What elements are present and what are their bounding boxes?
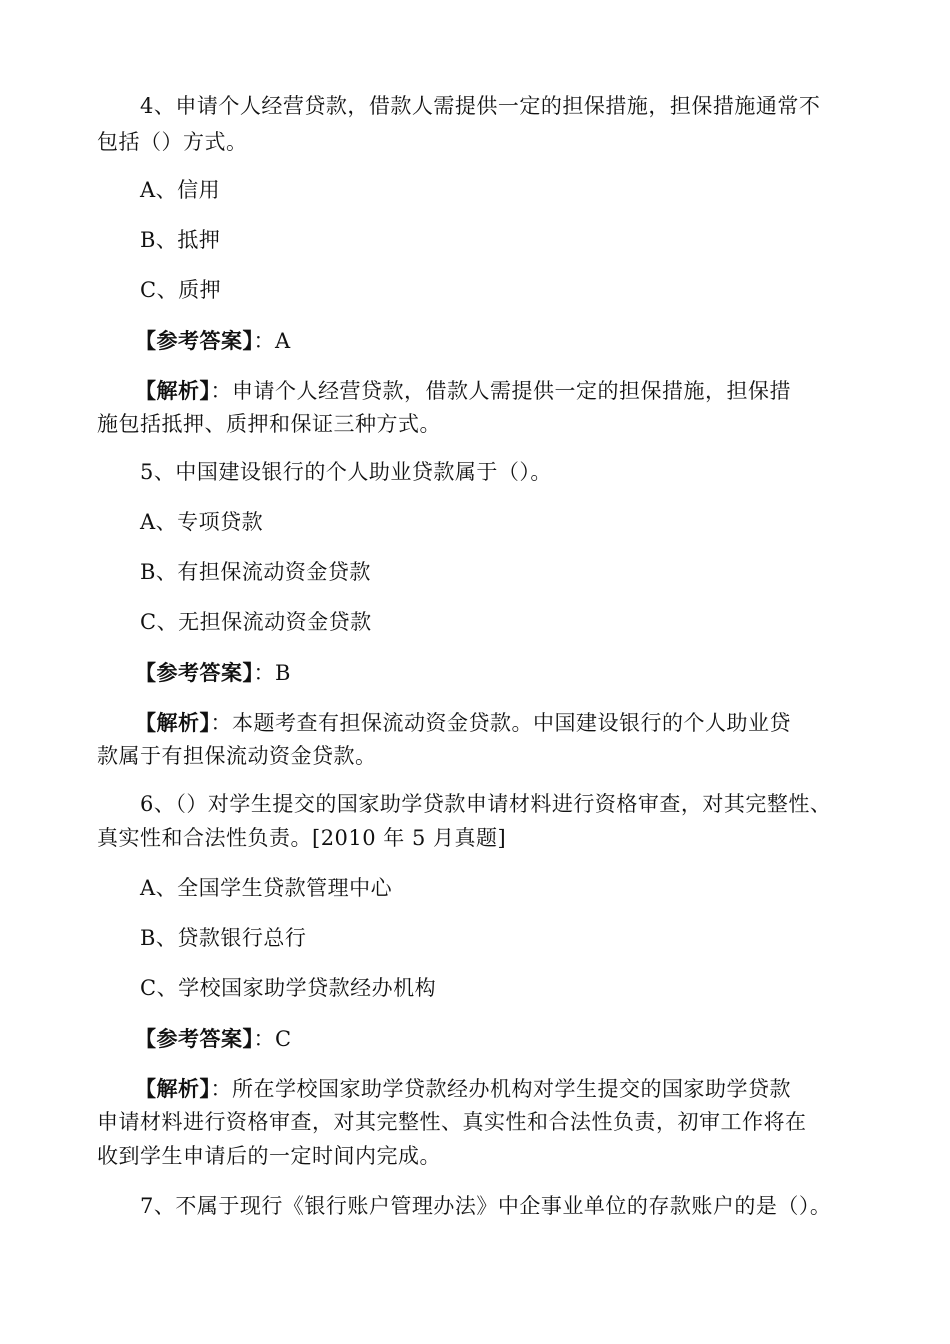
question-5-option-a: A、专项贷款 [140, 510, 264, 534]
question-5-answer [135, 656, 291, 690]
question-6-analysis-line-1 [135, 1072, 791, 1106]
analysis-text: ：所在学校国家助学贷款经办机构对学生提交的国家助学贷款 [210, 1077, 791, 1101]
answer-value: ：A [253, 329, 291, 353]
question-6-option-b: B、贷款银行总行 [140, 926, 307, 950]
answer-label: 【参考答案】 [135, 328, 254, 353]
answer-value: ：B [253, 661, 291, 685]
question-7-stem-line-1: 7、不属于现行《银行账户管理办法》中企事业单位的存款账户的是（）。 [140, 1194, 832, 1218]
question-6-option-a: A、全国学生贷款管理中心 [140, 876, 393, 900]
analysis-label: 【解析】 [135, 1076, 211, 1101]
answer-label: 【参考答案】 [135, 660, 254, 685]
question-4-stem-line-2: 包括（）方式。 [97, 130, 248, 154]
analysis-label: 【解析】 [135, 710, 211, 735]
answer-value: ：C [253, 1027, 292, 1051]
question-5-analysis-line-2: 款属于有担保流动资金贷款。 [97, 744, 377, 768]
analysis-label: 【解析】 [135, 378, 211, 403]
question-5-option-c: C、无担保流动资金贷款 [140, 610, 372, 634]
question-6-analysis-line-3: 收到学生申请后的一定时间内完成。 [97, 1144, 441, 1168]
question-4-stem-line-1: 4、申请个人经营贷款，借款人需提供一定的担保措施，担保措施通常不 [140, 94, 821, 118]
question-6-stem-line-2: 真实性和合法性负责。[2010 年 5 月真题] [97, 826, 507, 850]
question-6-answer [135, 1022, 292, 1056]
question-6-option-c: C、学校国家助学贷款经办机构 [140, 976, 437, 1000]
question-4-analysis-line-2: 施包括抵押、质押和保证三种方式。 [97, 412, 441, 436]
analysis-text: ：申请个人经营贷款，借款人需提供一定的担保措施，担保措 [210, 379, 791, 403]
question-6-stem-line-1: 6、（）对学生提交的国家助学贷款申请材料进行资格审查，对其完整性、 [140, 792, 832, 816]
question-4-option-b: B、抵押 [140, 228, 221, 252]
question-5-option-b: B、有担保流动资金贷款 [140, 560, 371, 584]
question-4-answer [135, 324, 291, 358]
question-6-analysis-line-2: 申请材料进行资格审查，对其完整性、真实性和合法性负责，初审工作将在 [97, 1110, 807, 1134]
question-4-option-c: C、质押 [140, 278, 222, 302]
analysis-text: ：本题考查有担保流动资金贷款。中国建设银行的个人助业贷 [210, 711, 791, 735]
question-5-stem-line-1: 5、中国建设银行的个人助业贷款属于（）。 [140, 460, 552, 484]
answer-label: 【参考答案】 [135, 1026, 254, 1051]
question-4-analysis-line-1 [135, 374, 791, 408]
question-4-option-a: A、信用 [140, 178, 221, 202]
question-5-analysis-line-1 [135, 706, 791, 740]
